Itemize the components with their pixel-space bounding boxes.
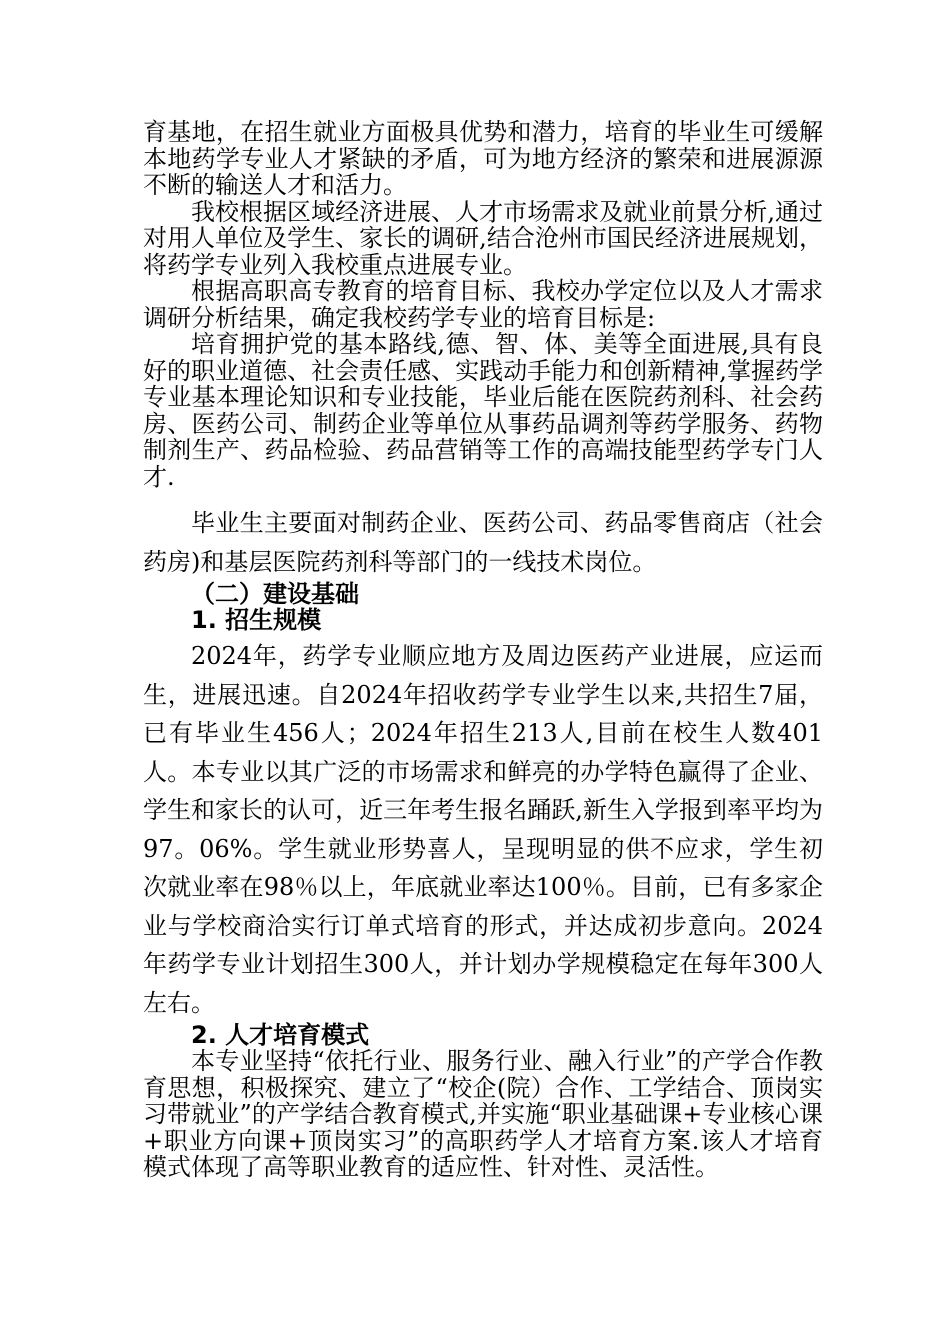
paragraph-enrollment-scale: 2024年，药学专业顺应地方及周边医药产业进展，应运而生，进展迅速。自2024年招收药学专业学生以来,共招生7届，已有毕业生456人；2024年招生213人,目前在校生人数401人。本专业以其广泛的市场需求和鲜亮的办学特色赢得了企业、学生和家长的认可，近三年考生报名踊跃,新生入学报到率平均为97。06%。学生就业形势喜人，呈现明显的供不应求，学生初次就业率在98％以上，年底就业率达100％。目前，已有多家企业与学校商洽实行订单式培育的形式，并达成初步意向。2024年药学专业计划招生300人，并计划办学规模稳定在每年300人左右。 [143, 642, 823, 1017]
paragraph-training-goal: 培育拥护党的基本路线,德、智、体、美等全面进展,具有良好的职业道德、社会责任感、实践动手能力和创新精神,掌握药学专业基本理论知识和专业技能，毕业后能在医院药剂科、社会药房、医药公司、制药企业等单位从事药品调剂等药学服务、药物制剂生产、药品检验、药品营销等工作的高端技能型药学专门人才. [143, 330, 823, 491]
section-heading-foundation: （二）建设基础 [191, 580, 359, 608]
subsection-heading-training-mode: 2. 人才培育模式 [191, 1021, 370, 1049]
paragraph-employment-direction: 毕业生主要面对制药企业、医药公司、药品零售商店（社会药房)和基层医院药剂科等部门的一线技术岗位。 [143, 509, 823, 576]
document-page [143, 119, 823, 1181]
paragraph-base-intro: 育基地，在招生就业方面极具优势和潜力，培育的毕业生可缓解本地药学专业人才紧缺的矛盾，可为地方经济的繁荣和进展源源不断的输送人才和活力。 [143, 118, 823, 199]
paragraph-training-mode: 本专业坚持“依托行业、服务行业、融入行业”的产学合作教育思想，积极探究、建立了“校企(院）合作、工学结合、顶岗实习带就业”的产学结合教育模式,并实施“职业基础课+专业核心课+职业方向课+顶岗实习”的高职药学人才培育方案.该人才培育模式体现了高等职业教育的适应性、针对性、灵活性。 [143, 1047, 823, 1181]
paragraph-goal-intro: 根据高职高专教育的培育目标、我校办学定位以及人才需求调研分析结果，确定我校药学专业的培育目标是: [143, 277, 823, 332]
paragraph-key-major: 我校根据区域经济进展、人才市场需求及就业前景分析,通过对用人单位及学生、家长的调研,结合沧州市国民经济进展规划，将药学专业列入我校重点进展专业。 [143, 197, 823, 279]
subsection-heading-enrollment: 1. 招生规模 [191, 606, 322, 634]
